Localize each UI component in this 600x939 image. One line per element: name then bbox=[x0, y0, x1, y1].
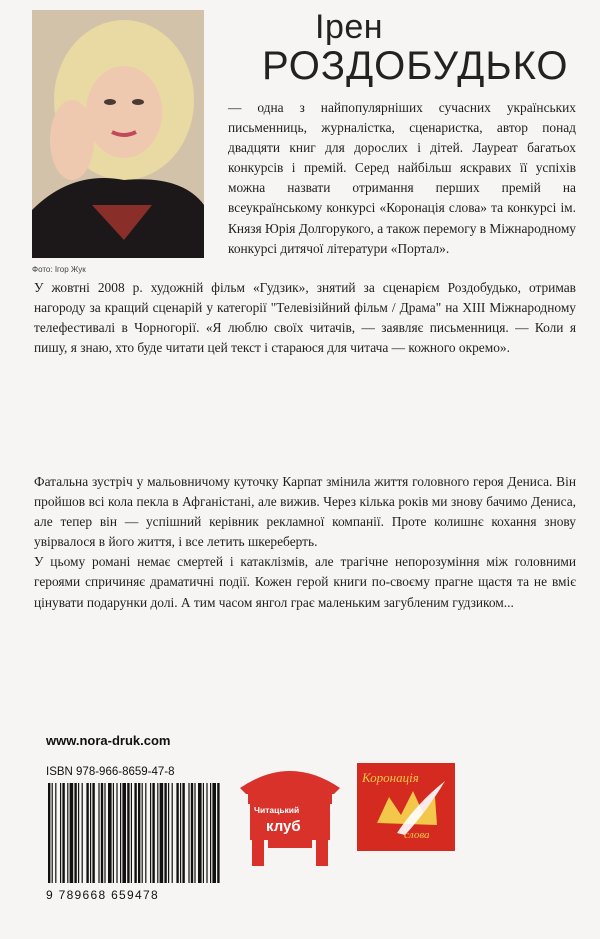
barcode-digits: 9 789668 659478 bbox=[46, 888, 159, 902]
author-bio-part2: У жовтні 2008 р. художній фільм «Гудзик», знятий за сценарієм Роздобудько, отримав нагороду за кращий сценарій у категорії "Телевізійний фільм / Драма" на XIII Міжнародному телефестивалі в Чорногорії. «Я люблю своїх читачів, — заявляє письменниця. — Коли я пишу, я знаю, хто буде читати цей текст і стараюся для читача — кожного окремо». bbox=[34, 280, 576, 356]
club-logo-text-bottom: клуб bbox=[266, 818, 301, 835]
koronatsia-logo-text-top: Коронація bbox=[362, 770, 419, 785]
author-bio-part1: — одна з найпопулярніших сучасних українських письменниць, журналістка, сценаристка, автор понад двадцяти книг для дорослих і дітей. Лауреат багатьох конкурсів і премій. Серед найбільш яскравих її успіхів можна назвати отримання перших премій на всеукраїнському конкурсі «Коронація слова» та конкурсі ім. Князя Юрія Долгорукого, а також перемогу в Міжнародному конкурсі дитячої літератури «Портал». bbox=[228, 100, 576, 256]
photo-caption: Фото: Ігор Жук bbox=[32, 265, 86, 274]
author-photo bbox=[32, 10, 204, 258]
book-synopsis bbox=[34, 472, 576, 613]
synopsis-paragraph-2: У цьому романі немає смертей і катаклізмів, але трагічне непорозуміння між головними героями спричиняє драматичні події. Кожен герой книги по-своєму прагне щастя та не вміє цінувати подарунки долі. А тим часом янгол грає маленьким загубленим гудзиком... bbox=[34, 554, 576, 610]
barcode bbox=[46, 783, 222, 883]
koronatsia-logo-text-bottom: слова bbox=[404, 829, 430, 841]
isbn: ISBN 978-966-8659-47-8 bbox=[46, 766, 175, 778]
author-first-name: Ірен bbox=[315, 8, 384, 46]
publisher-website: www.nora-druk.com bbox=[46, 733, 171, 748]
club-logo-text-top: Читацький bbox=[254, 805, 300, 815]
author-last-name: РОЗДОБУДЬКО bbox=[262, 44, 569, 88]
synopsis-paragraph-1: Фатальна зустріч у мальовничому куточку Карпат змінила життя головного героя Дениса. Він пройшов всі кола пекла в Афганістані, але вижив. Через кілька років ми знову бачимо Дениса, але тепер він — успішний керівник рекламної компанії. Проте колишнє кохання знову увірвалося в його життя, і все летить шкереберть. bbox=[34, 474, 576, 550]
